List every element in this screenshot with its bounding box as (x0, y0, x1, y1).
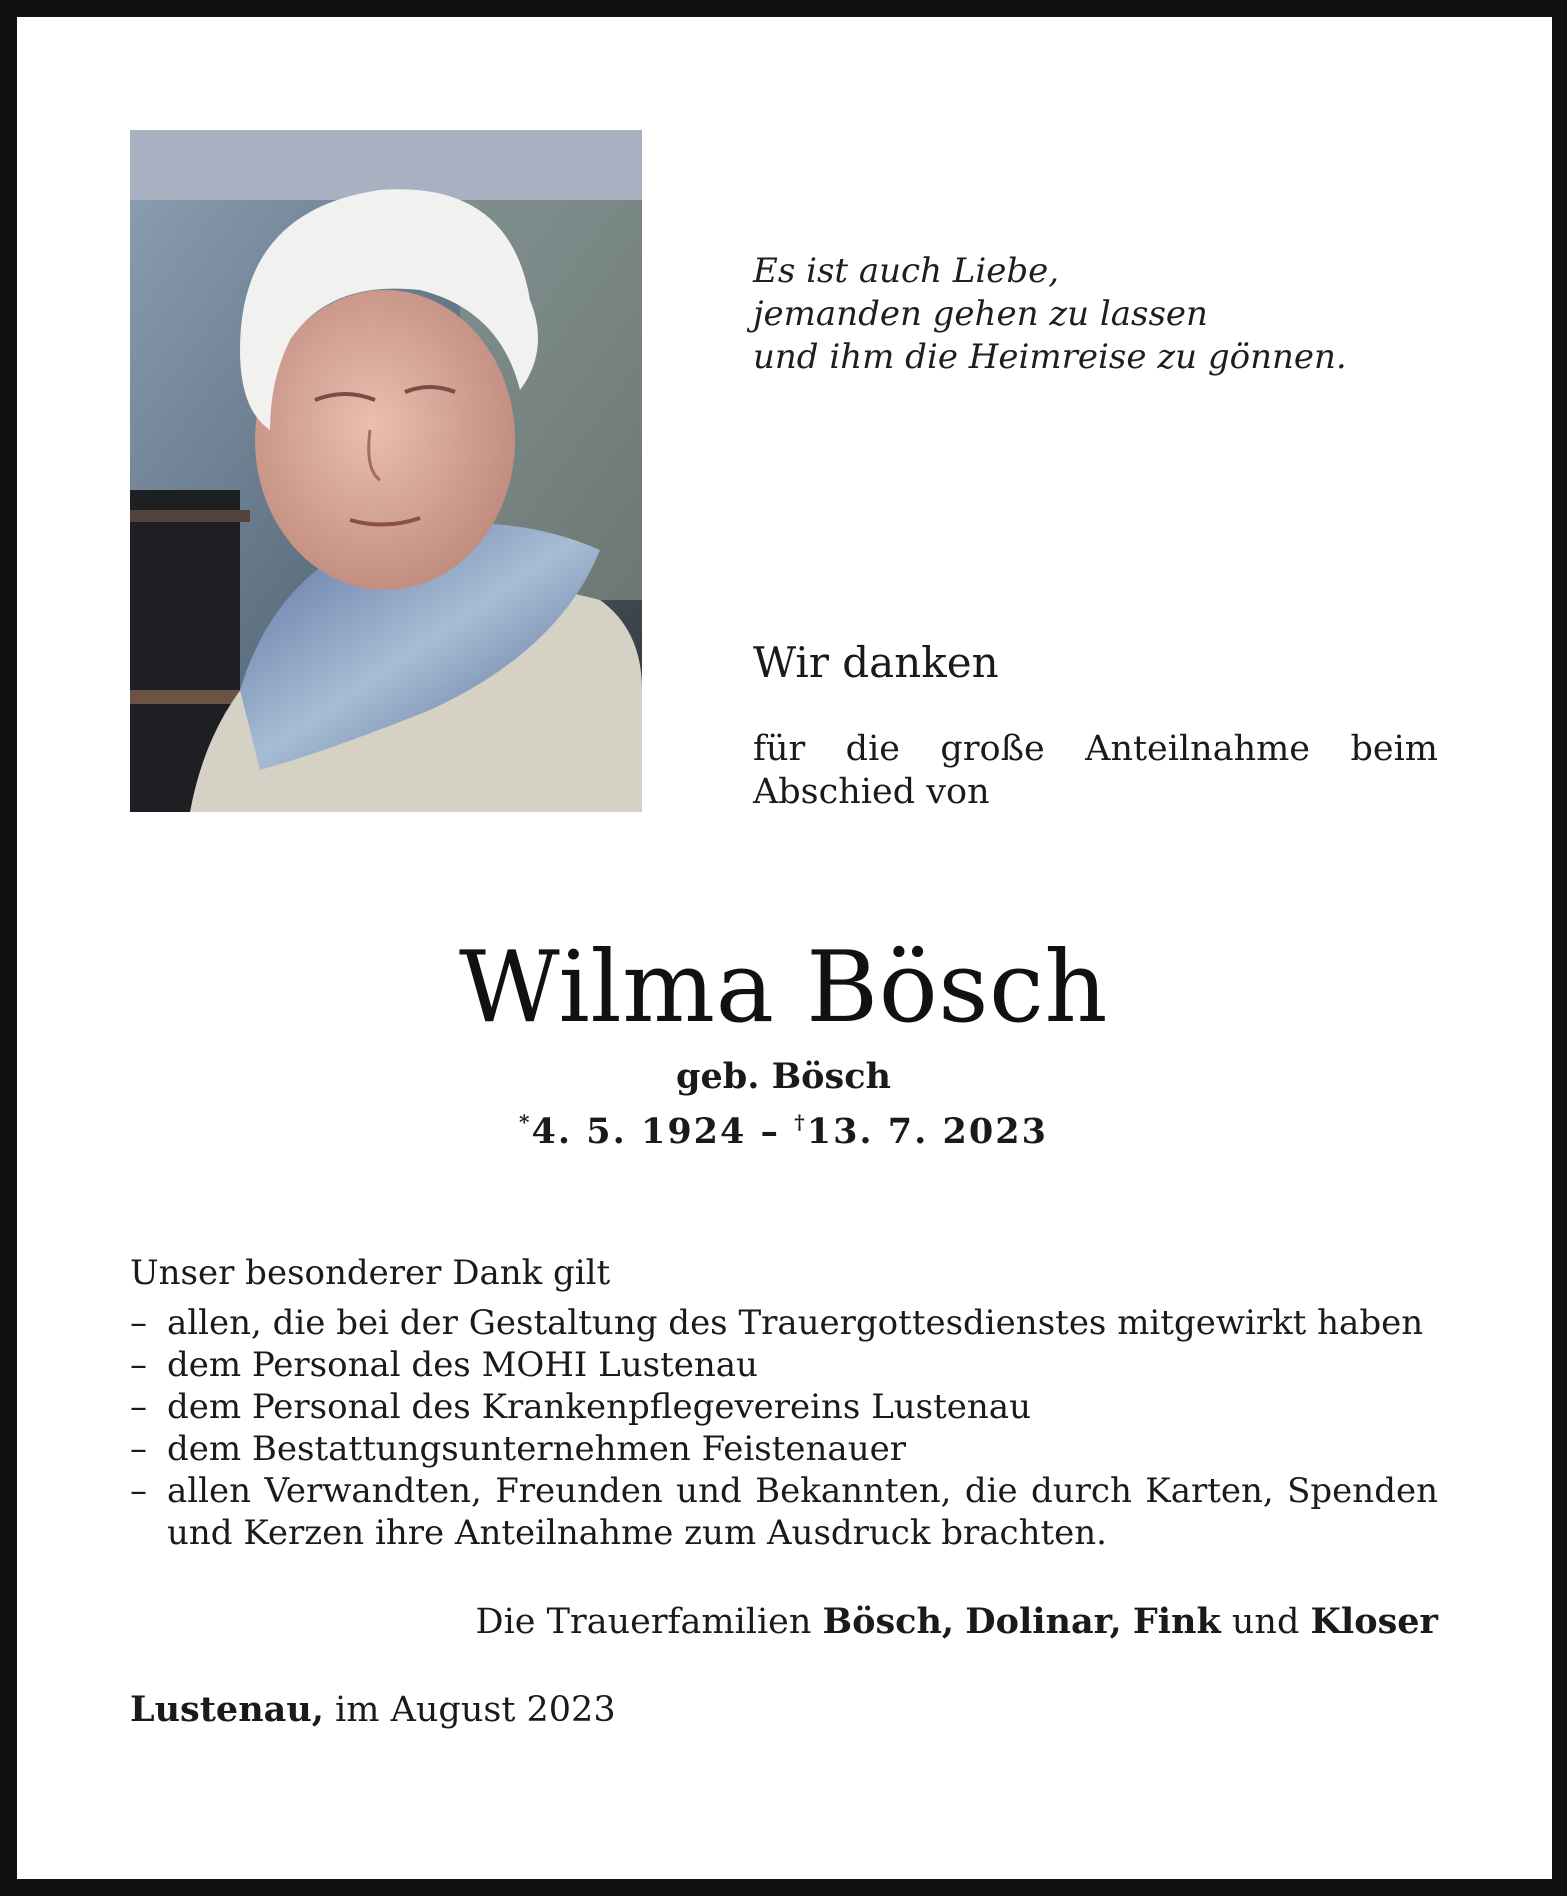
list-item (130, 1344, 1438, 1386)
dash-icon: – (130, 1345, 147, 1385)
deceased-name: Wilma Bösch (458, 931, 1108, 1045)
thanks-line-2: Abschied von (753, 772, 990, 812)
list-item-text: allen, die bei der Gestaltung des Trauergottesdienstes mitgewirkt haben (167, 1303, 1424, 1343)
death-cross-icon: † (794, 1110, 807, 1134)
thanks-word: für (753, 729, 806, 769)
birth-star-icon: * (519, 1110, 532, 1134)
birth-name: geb. Bösch (676, 1056, 891, 1097)
list-item-text: allen Verwandten, Freunden und Bekannten, die durch Karten, Spenden und Kerzen ihre Anteilnahme zum Ausdruck brachten. (167, 1471, 1438, 1553)
list-item (130, 1302, 1438, 1344)
date: im August 2023 (335, 1690, 616, 1730)
thanks-text (753, 728, 1438, 814)
special-thanks-list (130, 1302, 1438, 1554)
list-item-text: dem Bestattungsunternehmen Feistenauer (167, 1429, 906, 1469)
families-signature (476, 1600, 1438, 1644)
thanks-word: große (940, 729, 1045, 769)
dash-icon: – (130, 1303, 147, 1343)
family-name: Dolinar, (965, 1601, 1122, 1642)
list-item (130, 1386, 1438, 1428)
quote-line: Es ist auch Liebe, (753, 251, 1060, 291)
quote-line: jemanden gehen zu lassen (753, 294, 1208, 334)
family-name: Kloser (1310, 1601, 1438, 1642)
list-item-text: dem Personal des Krankenpflegevereins Lustenau (167, 1387, 1031, 1427)
dash-icon: – (130, 1429, 147, 1469)
dash-icon: – (130, 1471, 147, 1511)
thanks-line-1 (753, 728, 1438, 771)
birth-date: 4. 5. 1924 (531, 1111, 747, 1152)
place: Lustenau, (130, 1689, 324, 1730)
special-thanks (130, 1252, 1438, 1554)
list-item (130, 1470, 1438, 1554)
quote (753, 250, 1347, 379)
date-separator: – (746, 1111, 795, 1152)
families-connector: und (1231, 1602, 1300, 1642)
place-date (130, 1688, 616, 1732)
thanks-heading: Wir danken (753, 638, 999, 687)
dash-icon: – (130, 1387, 147, 1427)
thanks-word: die (845, 729, 900, 769)
family-name: Fink (1132, 1601, 1221, 1642)
family-name: Bösch, (822, 1601, 955, 1642)
list-item (130, 1428, 1438, 1470)
death-date: 13. 7. 2023 (806, 1111, 1048, 1152)
life-dates (0, 1100, 1567, 1154)
families-prefix: Die Trauerfamilien (475, 1602, 823, 1642)
thanks-word: beim (1350, 729, 1438, 769)
special-thanks-intro: Unser besonderer Dank gilt (130, 1253, 611, 1293)
portrait-photo (130, 130, 642, 812)
quote-line: und ihm die Heimreise zu gönnen. (753, 337, 1347, 377)
thanks-word: Anteilnahme (1085, 729, 1311, 769)
list-item-text: dem Personal des MOHI Lustenau (167, 1345, 758, 1385)
